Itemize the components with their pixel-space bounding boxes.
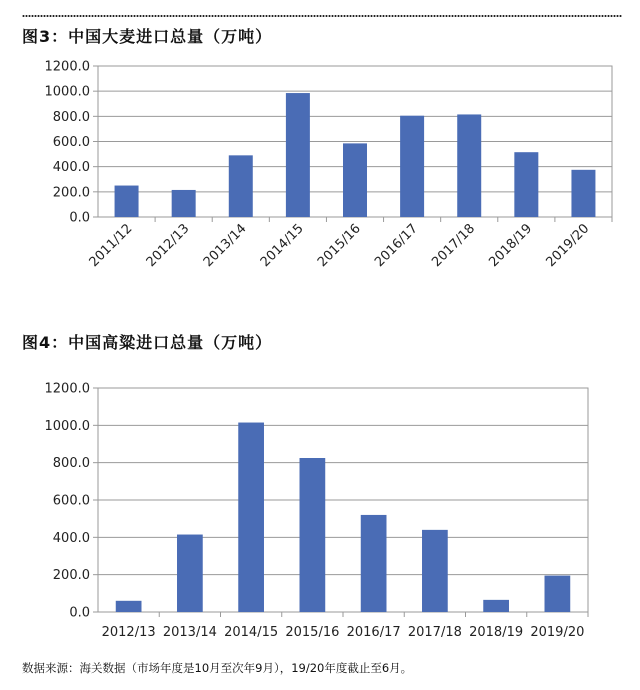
x-tick-label: 2014/15	[257, 221, 307, 271]
bar	[116, 601, 142, 612]
y-tick-label: 400.0	[52, 160, 90, 176]
bar	[177, 535, 203, 612]
y-tick-label: 1000.0	[44, 418, 90, 434]
x-tick-label: 2013/14	[162, 625, 217, 640]
x-tick-label: 2013/14	[200, 221, 250, 271]
x-tick-label: 2011/12	[86, 221, 136, 271]
y-tick-label: 0.0	[69, 605, 90, 621]
bar	[571, 170, 595, 217]
bar	[229, 155, 253, 217]
y-tick-label: 800.0	[52, 109, 90, 125]
bar	[483, 600, 509, 612]
bar	[422, 530, 448, 612]
bar	[361, 515, 387, 612]
bar	[172, 190, 196, 217]
figure-3-title: 图3：中国大麦进口总量（万吨）	[22, 27, 273, 46]
bar	[238, 423, 264, 612]
x-tick-label: 2012/13	[101, 625, 156, 640]
y-tick-label: 200.0	[52, 185, 90, 201]
bar	[457, 114, 481, 217]
y-tick-label: 1000.0	[44, 84, 90, 100]
y-tick-label: 600.0	[52, 493, 90, 509]
x-tick-label: 2017/18	[407, 625, 462, 640]
y-tick-label: 1200.0	[44, 59, 90, 75]
dotted-header-rule	[22, 14, 622, 18]
y-tick-label: 400.0	[52, 530, 90, 546]
source-note: 数据来源：海关数据（市场年度是10月至次年9月），19/20年度截止至6月。	[22, 661, 413, 675]
bar	[545, 576, 571, 612]
bar	[514, 152, 538, 217]
y-tick-label: 600.0	[52, 135, 90, 150]
y-tick-label: 200.0	[52, 568, 90, 584]
bar	[343, 143, 367, 217]
x-tick-label: 2018/19	[469, 625, 524, 640]
y-tick-label: 0.0	[69, 210, 90, 226]
x-tick-label: 2019/20	[543, 221, 593, 271]
x-tick-label: 2014/15	[224, 625, 279, 640]
x-tick-label: 2015/16	[285, 625, 340, 640]
y-tick-label: 800.0	[52, 456, 90, 472]
bar	[115, 186, 139, 217]
x-tick-label: 2016/17	[372, 221, 421, 271]
x-tick-label: 2019/20	[530, 625, 585, 640]
bar	[400, 116, 424, 217]
x-tick-label: 2015/16	[315, 221, 364, 271]
x-tick-label: 2018/19	[486, 221, 536, 271]
bar	[300, 458, 326, 612]
barley-import-chart	[0, 50, 640, 300]
figure-4-title: 图4：中国高粱进口总量（万吨）	[22, 333, 273, 352]
sorghum-import-chart	[0, 370, 640, 655]
x-tick-label: 2016/17	[346, 625, 401, 640]
bar	[286, 93, 310, 217]
x-tick-label: 2012/13	[143, 221, 193, 271]
x-tick-label: 2017/18	[429, 221, 479, 271]
y-tick-label: 1200.0	[44, 381, 90, 397]
